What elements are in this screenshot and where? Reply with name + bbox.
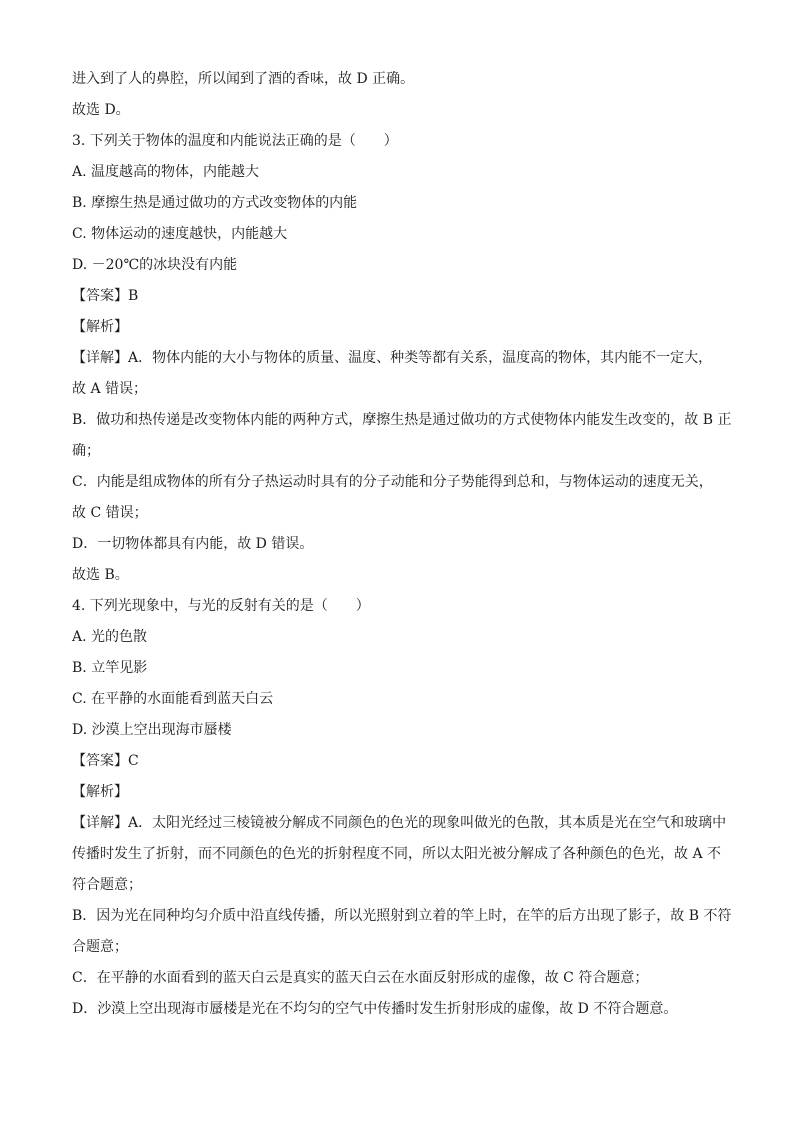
question-3-detail-line: 故 A 错误； bbox=[72, 381, 148, 397]
question-4-detail-line: 符合题意； bbox=[72, 877, 142, 893]
question-4-stem: 4. 下列光现象中，与光的反射有关的是（ ） bbox=[72, 598, 370, 614]
question-4-detail-line: 传播时发生了折射，而不同颜色的色光的折射程度不同，所以太阳光被分解成了各种颜色的色光，故 A 不 bbox=[72, 846, 722, 862]
question-4-answer: 【答案】C bbox=[72, 753, 139, 769]
question-3-option-a: A. 温度越高的物体，内能越大 bbox=[72, 164, 260, 180]
question-3-detail-line: C．内能是组成物体的所有分子热运动时具有的分子动能和分子势能得到总和，与物体运动的速度无关， bbox=[72, 474, 713, 490]
question-3-detail-line: D．一切物体都具有内能，故 D 错误。 bbox=[72, 536, 314, 552]
question-3-detail-line: 确； bbox=[72, 443, 100, 459]
question-4-option-d: D. 沙漠上空出现海市蜃楼 bbox=[72, 722, 232, 738]
question-3-answer: 【答案】B bbox=[72, 288, 139, 304]
question-4-detail-line: C．在平静的水面看到的蓝天白云是真实的蓝天白云在水面反射形成的虚像，故 C 符合题意； bbox=[72, 970, 649, 986]
question-3-detail bbox=[72, 343, 732, 560]
question-3-option-d: D. －20℃的冰块没有内能 bbox=[72, 257, 238, 273]
question-4-option-a: A. 光的色散 bbox=[72, 629, 148, 645]
question-4-option-c: C. 在平静的水面能看到蓝天白云 bbox=[72, 691, 274, 707]
question-4-detail-line: 合题意； bbox=[72, 939, 128, 955]
intro-continuation: 进入到了人的鼻腔，所以闻到了酒的香味，故 D 正确。 bbox=[72, 71, 415, 87]
question-3-option-b: B. 摩擦生热是通过做功的方式改变物体的内能 bbox=[72, 195, 358, 211]
question-3-analysis-label: 【解析】 bbox=[72, 319, 128, 335]
question-3-detail-line: 【详解】A．物体内能的大小与物体的质量、温度、种类等都有关系，温度高的物体，其内能不一定大， bbox=[72, 350, 713, 366]
question-4-detail-line: D．沙漠上空出现海市蜃楼是光在不均匀的空气中传播时发生折射形成的虚像，故 D 不符合题意。 bbox=[72, 1001, 678, 1017]
question-3-stem: 3. 下列关于物体的温度和内能说法正确的是（ ） bbox=[72, 133, 398, 149]
question-3-detail-line: 故 C 错误； bbox=[72, 505, 148, 521]
document-page bbox=[72, 64, 732, 1025]
question-3-choice: 故选 B。 bbox=[72, 567, 129, 583]
question-4-detail-line: 【详解】A．太阳光经过三棱镜被分解成不同颜色的色光的现象叫做光的色散，其本质是光在空气和玻璃中 bbox=[72, 815, 727, 831]
question-3-detail-line: B．做功和热传递是改变物体内能的两种方式，摩擦生热是通过做功的方式使物体内能发生改变的，故 B 正 bbox=[72, 412, 732, 428]
question-4-detail-line: B．因为光在同种均匀介质中沿直线传播，所以光照射到立着的竿上时，在竿的后方出现了影子，故 B 不符 bbox=[72, 908, 732, 924]
intro-choice: 故选 D。 bbox=[72, 102, 130, 118]
question-3-option-c: C. 物体运动的速度越快，内能越大 bbox=[72, 226, 288, 242]
question-4-detail bbox=[72, 808, 732, 1025]
question-4-analysis-label: 【解析】 bbox=[72, 784, 128, 800]
question-4-option-b: B. 立竿见影 bbox=[72, 660, 148, 676]
